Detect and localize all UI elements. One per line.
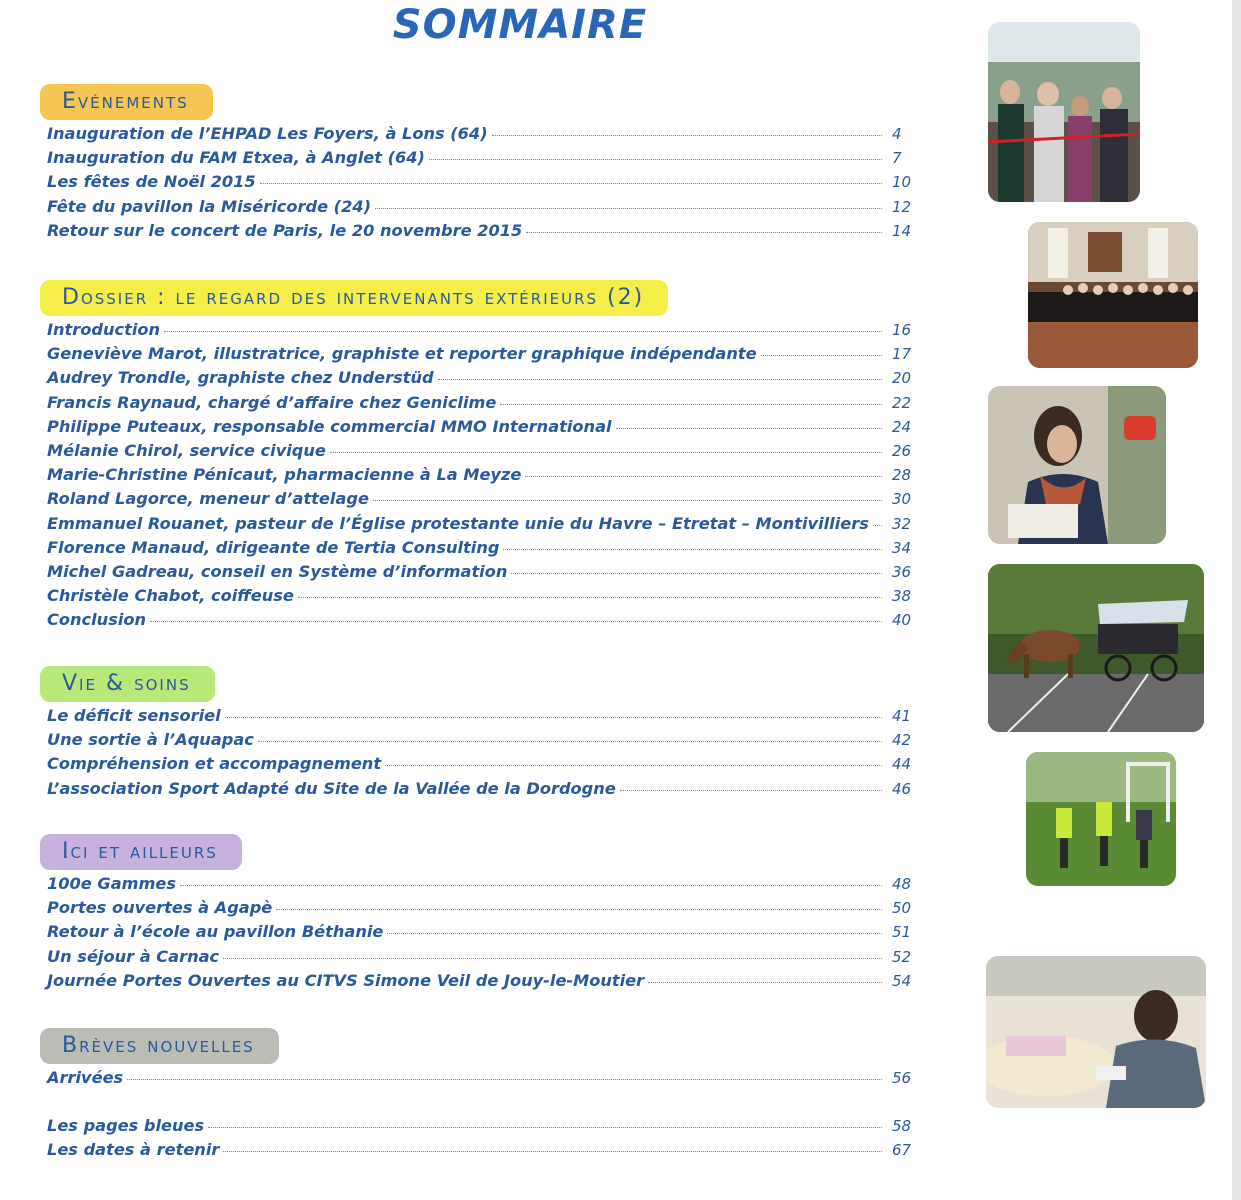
entry-page-number: 48 <box>892 875 912 893</box>
entry-title: 100e Gammes <box>47 874 176 893</box>
entry-list <box>40 706 920 803</box>
dot-leader <box>438 379 882 380</box>
entry-title: Les dates à retenir <box>47 1140 220 1160</box>
dot-leader <box>330 452 882 453</box>
entry-list <box>40 124 920 245</box>
dot-leader <box>225 717 882 718</box>
entry-title: Christèle Chabot, coiffeuse <box>47 586 294 606</box>
section-1 <box>40 280 920 634</box>
entry-list <box>40 320 920 634</box>
entry-title: Arrivées <box>47 1068 124 1087</box>
photo-ribbon-cutting <box>988 22 1140 202</box>
page-title: SOMMAIRE <box>392 2 648 48</box>
entry-page-number: 12 <box>892 197 912 216</box>
dot-leader <box>761 355 882 356</box>
entry-title: Fête du pavillon la Miséricorde (24) <box>47 196 372 216</box>
section-header: Brèves nouvelles <box>40 1028 279 1064</box>
entry-page-number: 20 <box>892 369 912 388</box>
entry-page-number: 36 <box>892 562 912 581</box>
entry-page-number: 10 <box>892 173 912 192</box>
toc-entry <box>47 922 920 946</box>
toc-entry <box>47 344 920 368</box>
photo-sport-field <box>1026 752 1176 886</box>
dot-leader <box>385 765 882 766</box>
entry-page-number: 26 <box>892 441 912 460</box>
toc-entry <box>47 898 920 922</box>
page-edge <box>1232 0 1241 1200</box>
entry-title: Florence Manaud, dirigeante de Tertia Consulting <box>47 537 500 557</box>
dot-leader <box>500 404 882 405</box>
entry-title: Michel Gadreau, conseil en Système d’information <box>47 561 508 581</box>
toc-entry <box>47 610 920 634</box>
photo-illustrator-drawing <box>988 386 1166 544</box>
dot-leader <box>620 790 882 791</box>
entry-title: Francis Raynaud, chargé d’affaire chez Geniclime <box>47 392 497 412</box>
toc-entry <box>47 393 920 417</box>
entry-page-number: 46 <box>892 779 912 798</box>
toc-entry <box>47 562 920 586</box>
entry-title: Retour à l’école au pavillon Béthanie <box>47 922 384 942</box>
dot-leader <box>223 958 882 959</box>
dot-leader <box>298 597 882 598</box>
entry-page-number: 28 <box>892 466 912 485</box>
entry-list <box>40 874 920 995</box>
entry-page-number: 38 <box>892 587 912 606</box>
dot-leader <box>127 1079 882 1080</box>
entry-title: Introduction <box>47 320 161 339</box>
entry-page-number: 67 <box>892 1141 912 1160</box>
entry-page-number: 30 <box>892 490 912 509</box>
toc-entry <box>47 417 920 441</box>
toc-entry <box>47 172 920 196</box>
toc-entry <box>47 221 920 245</box>
section-3 <box>40 834 920 995</box>
section-header: Vie & soins <box>40 666 215 702</box>
dot-leader <box>873 525 882 526</box>
entry-page-number: 4 <box>892 125 902 143</box>
entry-page-number: 34 <box>892 538 912 557</box>
toc-entry <box>47 971 920 995</box>
entry-page-number: 44 <box>892 755 912 774</box>
entry-title: Conclusion <box>47 610 147 630</box>
photo-choir-concert <box>1028 222 1198 368</box>
entry-page-number: 41 <box>892 707 912 725</box>
dot-leader <box>525 476 882 477</box>
entry-page-number: 16 <box>892 321 912 339</box>
dot-leader <box>150 621 882 622</box>
dot-leader <box>164 331 882 332</box>
entry-title: Un séjour à Carnac <box>47 946 220 966</box>
entry-title: Compréhension et accompagnement <box>47 754 382 774</box>
entry-title: Philippe Puteaux, responsable commercial MMO International <box>47 416 612 436</box>
dot-leader <box>616 428 882 429</box>
entry-title: Geneviève Marot, illustratrice, graphiste et reporter graphique indépendante <box>47 344 757 364</box>
toc-entry <box>47 706 920 730</box>
entry-title: Marie-Christine Pénicaut, pharmacienne à La Meyze <box>47 465 522 485</box>
dot-leader <box>526 232 882 233</box>
entry-page-number: 58 <box>892 1117 912 1135</box>
entry-page-number: 22 <box>892 393 912 412</box>
toc-entry <box>47 489 920 513</box>
toc-entry <box>47 1140 920 1164</box>
dot-leader <box>387 933 882 934</box>
toc-entry <box>47 197 920 221</box>
section-header: Dossier : le regard des intervenants extérieurs (2) <box>40 280 668 316</box>
section-2 <box>40 666 920 803</box>
toc-entry <box>47 368 920 392</box>
entry-title: Les pages bleues <box>47 1116 205 1135</box>
entry-title: Journée Portes Ouvertes au CITVS Simone Veil de Jouy-le-Moutier <box>47 970 645 990</box>
toc-entry <box>47 874 920 898</box>
entry-title: Roland Lagorce, meneur d’attelage <box>47 489 369 509</box>
entry-page-number: 17 <box>892 345 912 364</box>
toc-entry <box>47 779 920 803</box>
photo-painting-workshop <box>986 956 1206 1108</box>
entry-page-number: 50 <box>892 899 912 918</box>
photo-horse-carriage <box>988 564 1204 732</box>
entry-list <box>40 1116 920 1164</box>
section-4 <box>40 1028 920 1092</box>
toc-entry <box>47 148 920 172</box>
section-header: Ici et ailleurs <box>40 834 242 870</box>
entry-title: L’association Sport Adapté du Site de la Vallée de la Dordogne <box>47 778 616 798</box>
entry-page-number: 52 <box>892 947 912 966</box>
section-header: Evénements <box>40 84 213 120</box>
entry-title: Inauguration du FAM Etxea, à Anglet (64) <box>47 148 425 168</box>
dot-leader <box>223 1151 882 1152</box>
entry-title: Portes ouvertes à Agapè <box>47 898 273 918</box>
entry-page-number: 51 <box>892 923 912 942</box>
entry-title: Mélanie Chirol, service civique <box>47 440 326 460</box>
dot-leader <box>503 549 882 550</box>
section-0 <box>40 84 920 245</box>
toc-entry <box>47 441 920 465</box>
entry-page-number: 54 <box>892 971 912 990</box>
dot-leader <box>208 1127 882 1128</box>
entry-page-number: 14 <box>892 221 912 240</box>
entry-page-number: 56 <box>892 1069 912 1087</box>
entry-list <box>40 1068 920 1092</box>
dot-leader <box>511 573 882 574</box>
entry-title: Emmanuel Rouanet, pasteur de l’Église protestante unie du Havre – Etretat – Montivilliers <box>47 513 869 533</box>
dot-leader <box>258 741 882 742</box>
entry-title: Inauguration de l’EHPAD Les Foyers, à Lons (64) <box>47 124 488 143</box>
entry-page-number: 40 <box>892 611 912 630</box>
toc-entry <box>47 538 920 562</box>
entry-title: Audrey Trondle, graphiste chez Understüd <box>47 368 434 388</box>
dot-leader <box>375 208 882 209</box>
entry-page-number: 7 <box>892 149 902 168</box>
dot-leader <box>276 909 882 910</box>
entry-title: Retour sur le concert de Paris, le 20 novembre 2015 <box>47 220 523 240</box>
dot-leader <box>180 885 882 886</box>
toc-entry <box>47 586 920 610</box>
entry-page-number: 24 <box>892 417 912 436</box>
entry-title: Une sortie à l’Aquapac <box>47 730 254 750</box>
toc-entry <box>47 1116 920 1140</box>
toc-entry <box>47 124 920 148</box>
dot-leader <box>648 982 882 983</box>
entry-page-number: 42 <box>892 731 912 750</box>
toc-entry <box>47 465 920 489</box>
toc-entry <box>47 320 920 344</box>
toc-entry <box>47 947 920 971</box>
toc-entry <box>47 754 920 778</box>
entry-title: Les fêtes de Noël 2015 <box>47 172 256 192</box>
toc-entry <box>47 514 920 538</box>
dot-leader <box>260 183 882 184</box>
dot-leader <box>373 500 882 501</box>
dot-leader <box>492 135 882 136</box>
dot-leader <box>429 159 882 160</box>
toc-entry <box>47 1068 920 1092</box>
toc-entry <box>47 730 920 754</box>
entry-page-number: 32 <box>892 514 912 533</box>
section-5 <box>40 1116 920 1164</box>
entry-title: Le déficit sensoriel <box>47 706 221 725</box>
